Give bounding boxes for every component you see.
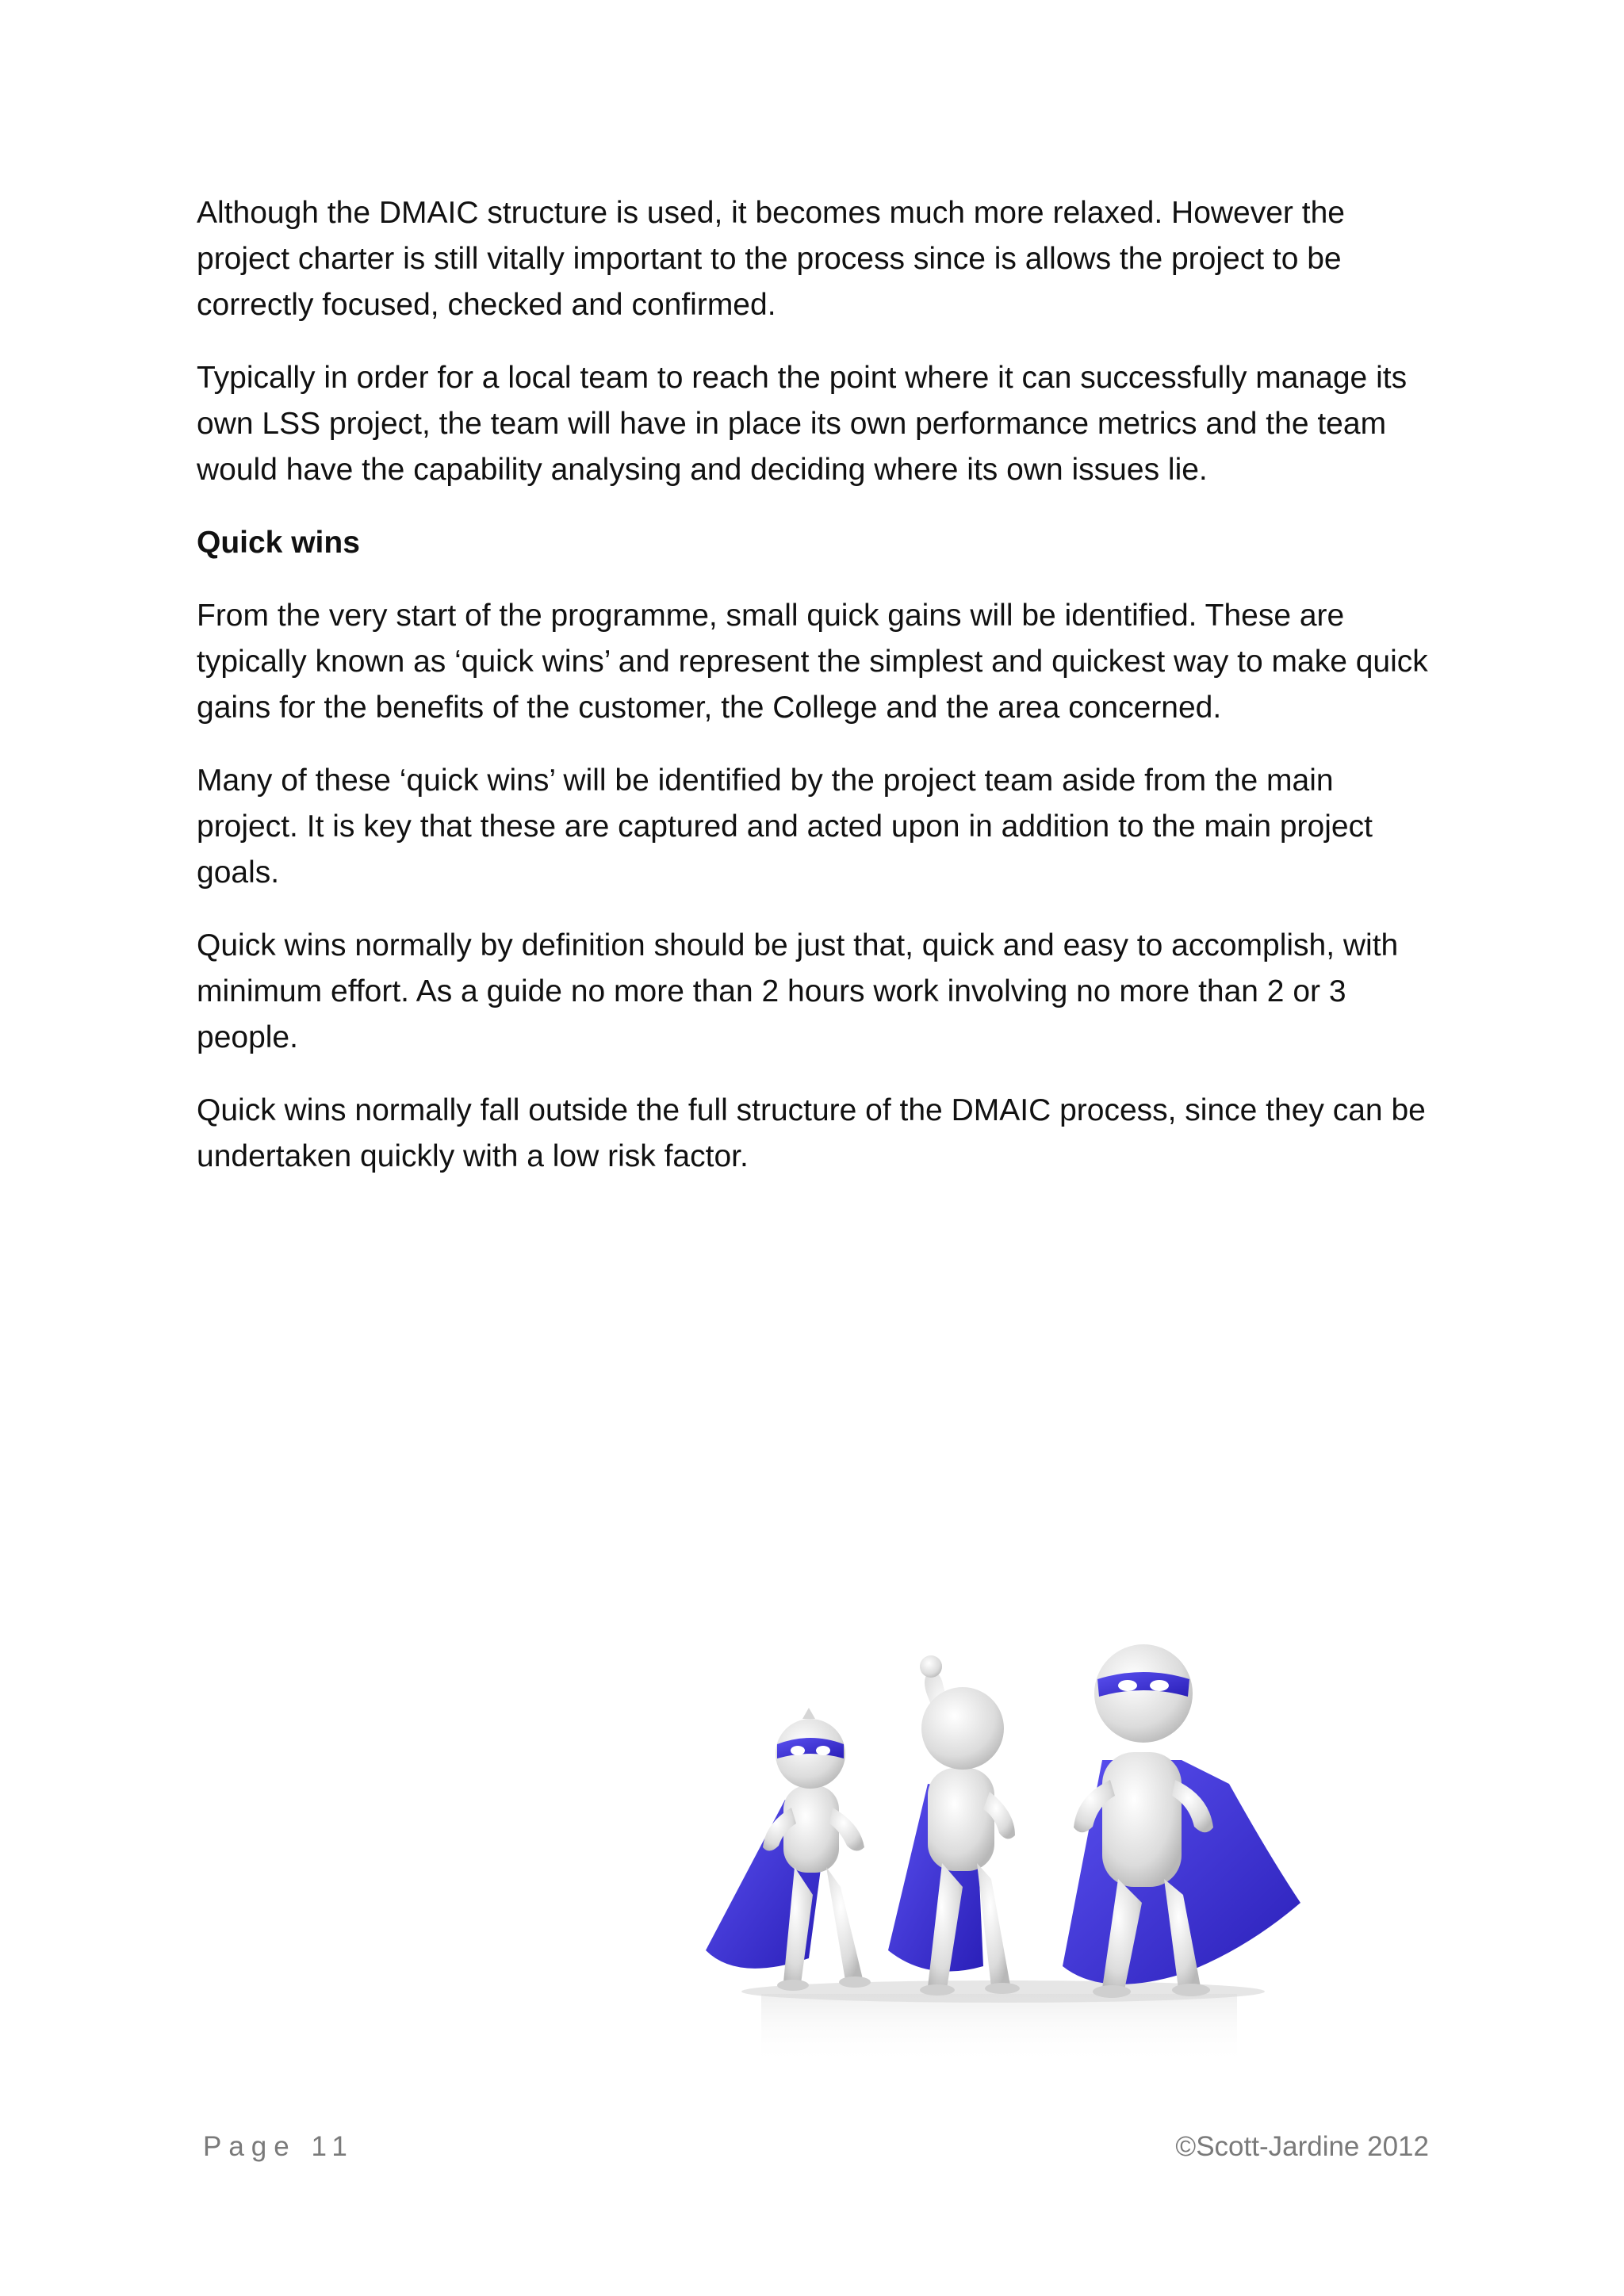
three-superhero-figures-icon — [690, 1633, 1316, 2077]
copyright-notice: ©Scott-Jardine 2012 — [1175, 2131, 1429, 2162]
page-number: Page 11 — [203, 2131, 354, 2162]
section-heading-quick-wins: Quick wins — [197, 526, 360, 560]
document-body — [197, 190, 1434, 1207]
hero-figure-middle — [888, 1655, 1020, 1996]
paragraph-captured: Many of these ‘quick wins’ will be identified by the project team aside from the main project. It is key that these are captured and acted upon in addition to the main project goals. — [197, 763, 1373, 890]
paragraph-definition: Quick wins normally by definition should be just that, quick and easy to accomplish, with minimum effort. As a guide no more than 2 hours work involving no more than 2 or 3 people. — [197, 928, 1399, 1054]
paragraph-outside-dmaic: Quick wins normally fall outside the full structure of the DMAIC process, since they can be undertaken quickly with a low risk factor. — [197, 1093, 1426, 1173]
paragraph-local-team: Typically in order for a local team to reach the point where it can successfully manage its own LSS project, the team will have in place its own performance metrics and the team would have the capability analysing and deciding where its own issues lie. — [197, 361, 1408, 487]
paragraph-dmaic-relaxed: Although the DMAIC structure is used, it becomes much more relaxed. However the project charter is still vitally important to the process since is allows the project to be correctly focused, checked and confirmed. — [197, 196, 1345, 322]
hero-figure-right — [1063, 1644, 1300, 1998]
paragraph-quick-gains: From the very start of the programme, small quick gains will be identified. These are typically known as ‘quick wins’ and represent the simplest and quickest way to make quick gains for the benefits of the customer, the College and the area concerned. — [197, 599, 1428, 725]
hero-figure-left — [706, 1708, 871, 1991]
